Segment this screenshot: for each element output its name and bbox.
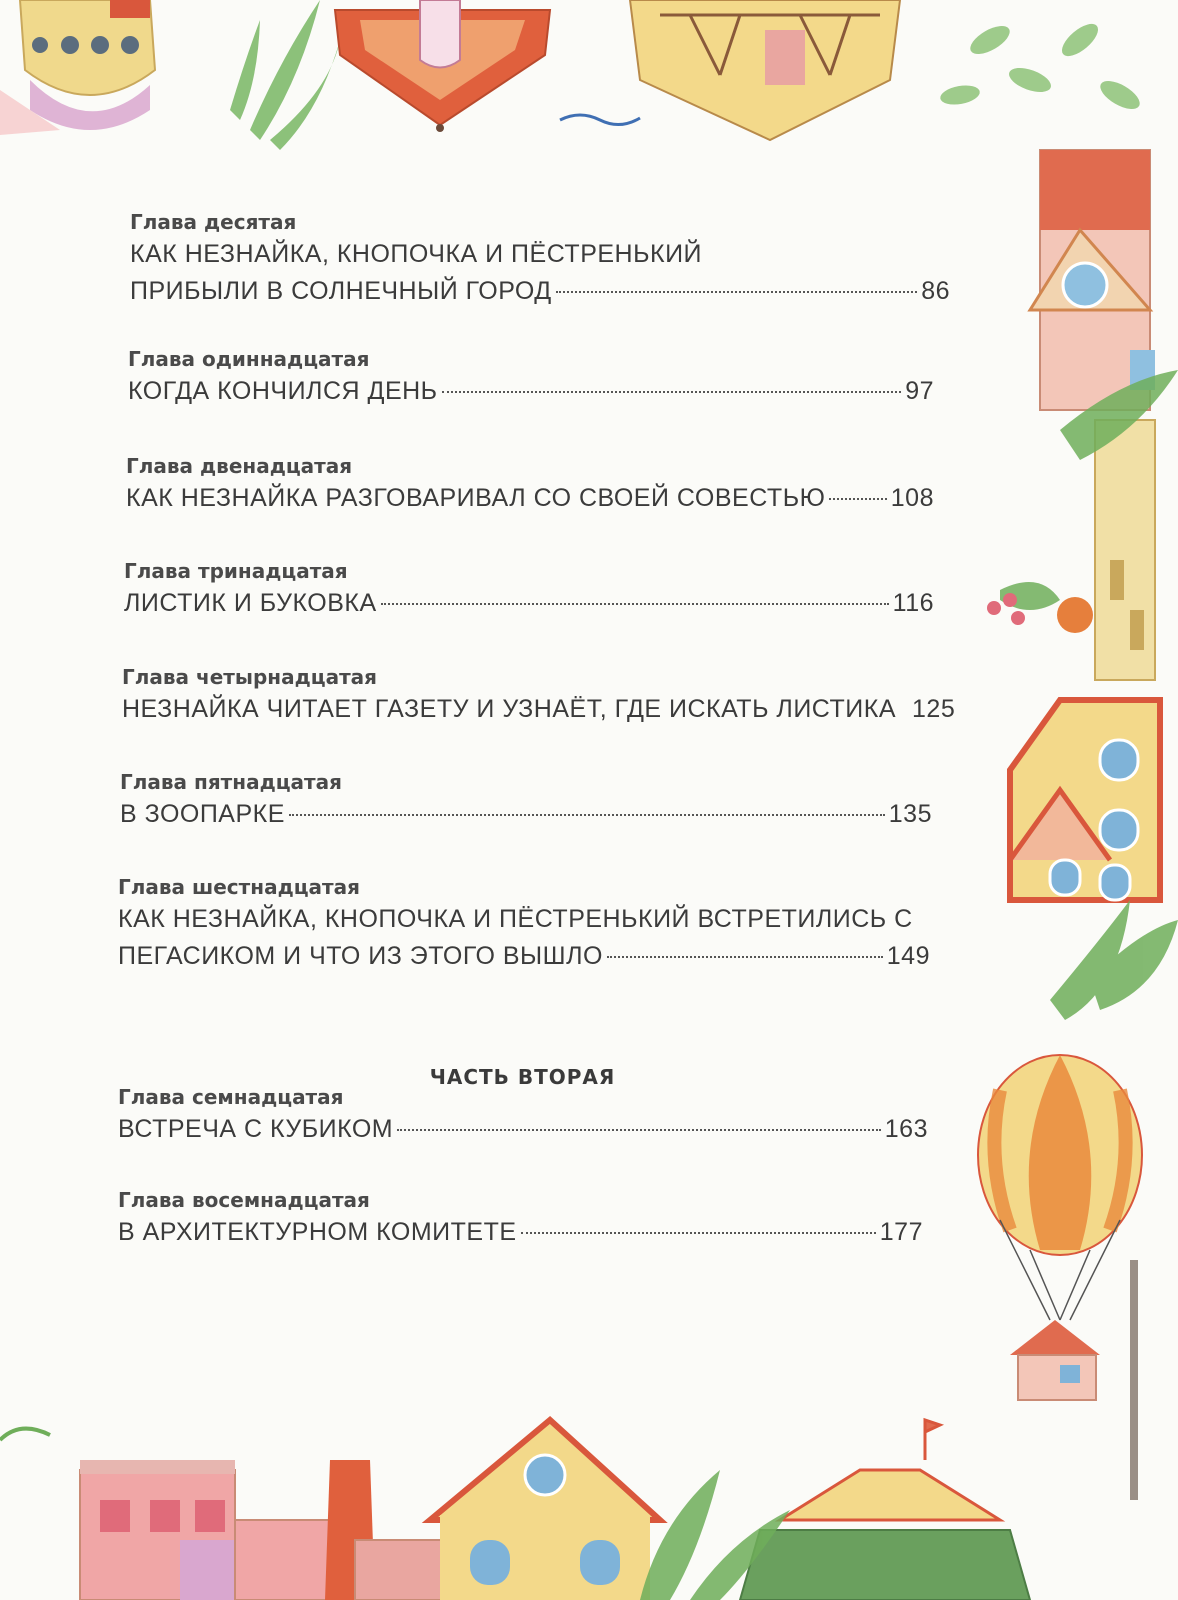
page-number: 97 [905, 377, 934, 405]
dot-leader [556, 291, 917, 293]
page-number: 163 [884, 1115, 928, 1143]
toc-entry-chapter-17 [118, 1083, 928, 1148]
page-number: 116 [892, 589, 934, 617]
toc-entry-chapter-10 [130, 208, 950, 310]
chapter-title-line-last [118, 1111, 928, 1148]
chapter-title: В АРХИТЕКТУРНОМ КОМИТЕТЕ [118, 1218, 517, 1246]
chapter-label: Глава одиннадцатая [128, 347, 370, 371]
dot-leader [521, 1232, 876, 1234]
chapter-title-line: КАК НЕЗНАЙКА, КНОПОЧКА И ПЁСТРЕНЬКИЙ ВСТРЕТИЛИСЬ С [118, 905, 913, 933]
dot-leader [289, 814, 885, 816]
chapter-title: ВСТРЕЧА С КУБИКОМ [118, 1115, 394, 1143]
dot-leader [381, 603, 889, 605]
page-number: 177 [879, 1218, 923, 1246]
chapter-title-line-last [122, 691, 956, 728]
page-number: 86 [921, 277, 950, 305]
chapter-title: КОГДА КОНЧИЛСЯ ДЕНЬ [128, 377, 438, 405]
chapter-label: Глава восемнадцатая [118, 1188, 370, 1212]
toc-entry-chapter-14 [122, 663, 956, 728]
part-heading: ЧАСТЬ ВТОРАЯ [429, 1065, 616, 1089]
dot-leader [829, 498, 886, 500]
chapter-title-line-last [128, 373, 934, 410]
chapter-title: КАК НЕЗНАЙКА РАЗГОВАРИВАЛ СО СВОЕЙ СОВЕСТЬЮ [126, 484, 826, 512]
chapter-title-line: КАК НЕЗНАЙКА, КНОПОЧКА И ПЁСТРЕНЬКИЙ [130, 240, 703, 268]
chapter-title-line-last [118, 938, 930, 975]
toc-entry-chapter-15 [120, 768, 932, 833]
toc-entry-chapter-16 [118, 873, 930, 975]
dot-leader [442, 391, 902, 393]
chapter-title-line-last [120, 796, 932, 833]
chapter-title-line-last [118, 1214, 923, 1251]
chapter-title: ПЕГАСИКОМ И ЧТО ИЗ ЭТОГО ВЫШЛО [118, 942, 603, 970]
page-number: 125 [912, 695, 956, 723]
chapter-title-line-last [130, 273, 950, 310]
toc-entry-chapter-13 [124, 557, 934, 622]
chapter-label: Глава шестнадцатая [118, 875, 360, 899]
page-number: 149 [886, 942, 930, 970]
chapter-title: В ЗООПАРКЕ [120, 800, 285, 828]
chapter-title-line-last [124, 585, 934, 622]
chapter-label: Глава семнадцатая [118, 1085, 344, 1109]
chapter-title: НЕЗНАЙКА ЧИТАЕТ ГАЗЕТУ И УЗНАЁТ, ГДЕ ИСКАТЬ ЛИСТИКА [122, 695, 897, 723]
chapter-label: Глава четырнадцатая [122, 665, 378, 689]
dot-leader [607, 956, 883, 958]
page-number: 108 [890, 484, 934, 512]
chapter-label: Глава десятая [130, 210, 297, 234]
page-number: 135 [888, 800, 932, 828]
chapter-label: Глава пятнадцатая [120, 770, 342, 794]
toc-entry-chapter-11 [128, 345, 934, 410]
chapter-label: Глава двенадцатая [126, 454, 353, 478]
chapter-title-line-last [126, 480, 934, 517]
toc-entry-chapter-18 [118, 1186, 923, 1251]
dot-leader [397, 1129, 881, 1131]
toc-entry-chapter-12 [126, 452, 934, 517]
chapter-title: ПРИБЫЛИ В СОЛНЕЧНЫЙ ГОРОД [130, 277, 552, 305]
chapter-title: ЛИСТИК И БУКОВКА [124, 589, 377, 617]
chapter-label: Глава тринадцатая [124, 559, 348, 583]
